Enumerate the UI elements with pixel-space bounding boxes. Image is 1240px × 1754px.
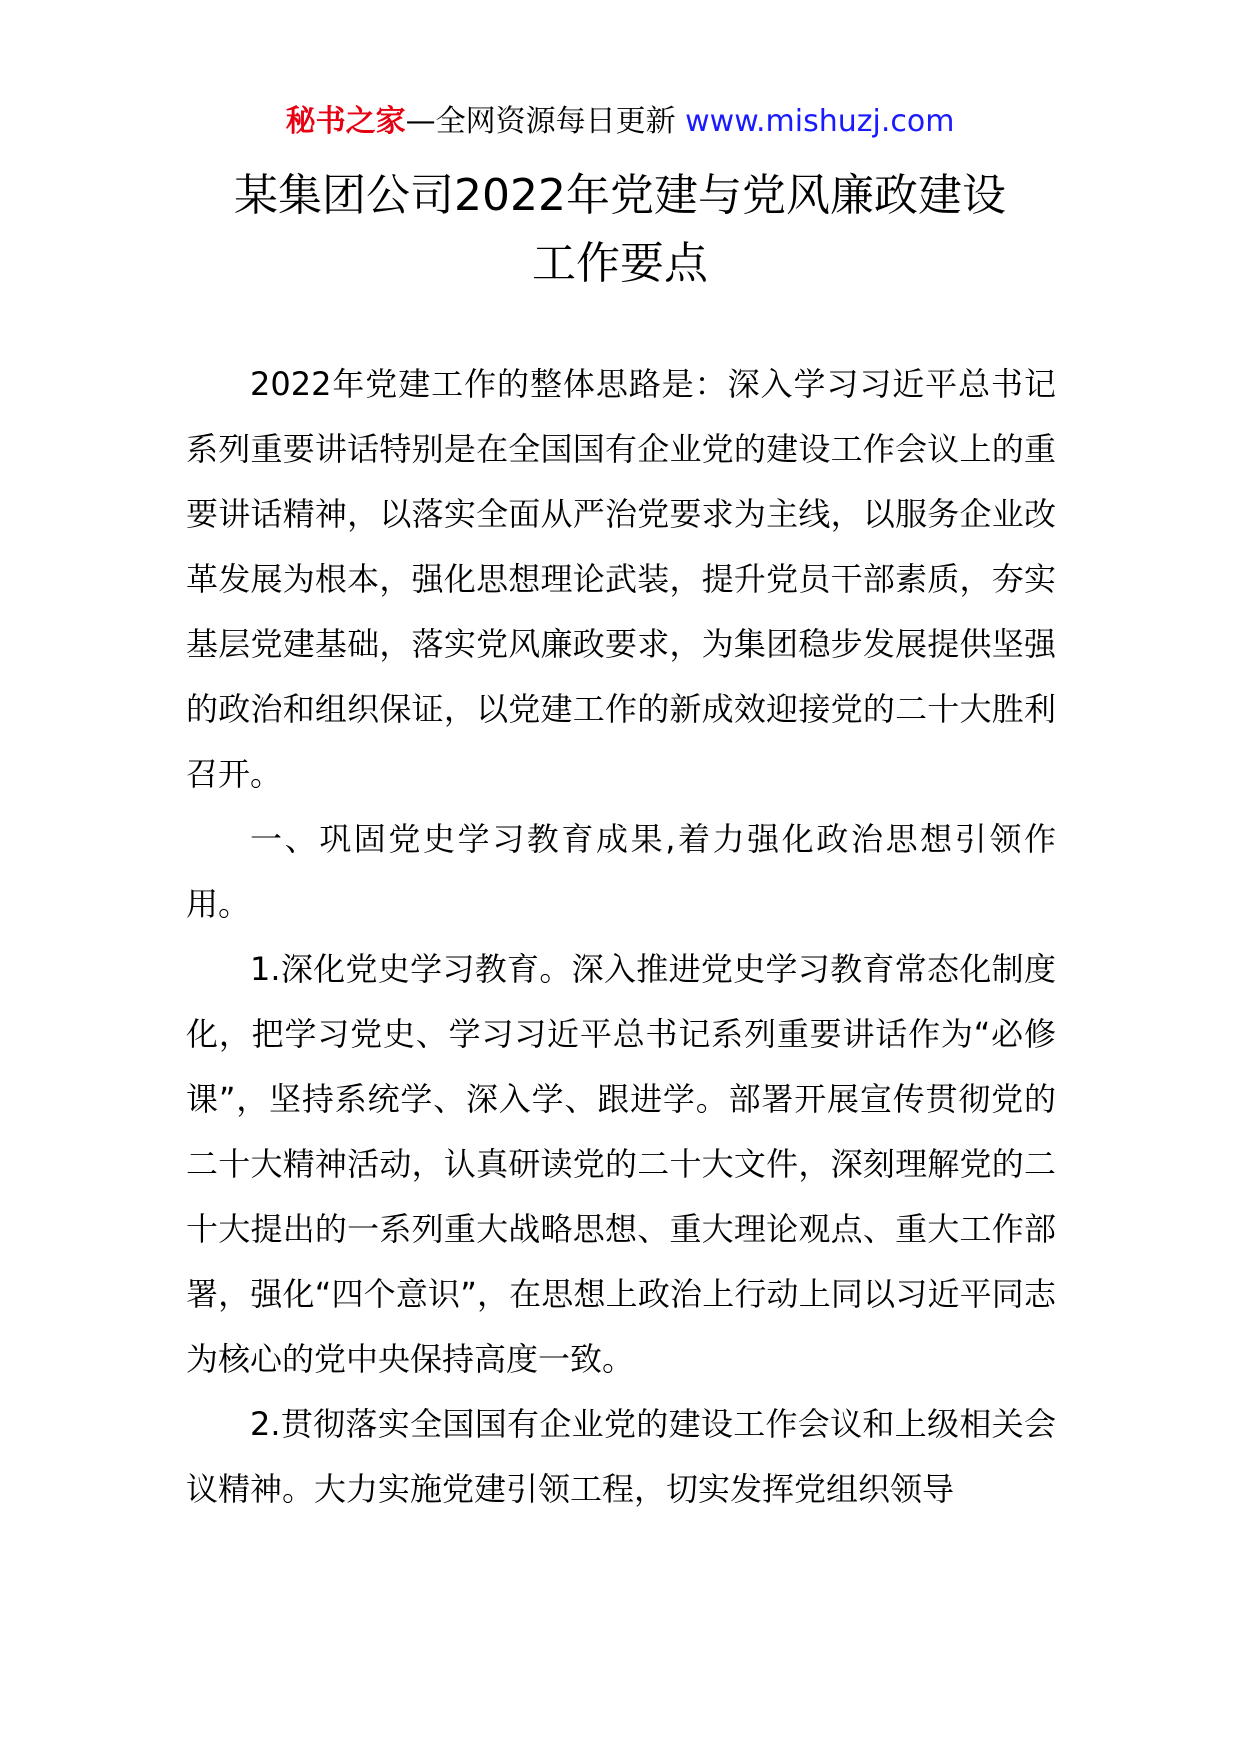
site-tagline: —全网资源每日更新 bbox=[405, 104, 676, 139]
paragraph-item-2: 2.贯彻落实全国国有企业党的建设工作会议和上级相关会议精神。大力实施党建引领工程，切实发挥党组织领导 bbox=[186, 1405, 1056, 1508]
paragraph-item-1: 1.深化党史学习教育。深入推进党史学习教育常态化制度化，把学习党史、学习习近平总书记系列重要讲话作为“必修课”，坚持系统学、深入学、跟进学。部署开展宣传贯彻党的二十大精神活动，认真研读党的二十大文件，深刻理解党的二十大提出的一系列重大战略思想、重大理论观点、重大工作部署，强化“四个意识”，在思想上政治上行动上同以习近平同志为核心的党中央保持高度一致。 bbox=[186, 950, 1056, 1378]
paragraph-intro: 2022年党建工作的整体思路是：深入学习习近平总书记系列重要讲话特别是在全国国有企业党的建设工作会议上的重要讲话精神，以落实全面从严治党要求为主线，以服务企业改革发展为根本，强化思想理论武装，提升党员干部素质，夯实基层党建基础，落实党风廉政要求，为集团稳步发展提供坚强的政治和组织保证，以党建工作的新成效迎接党的二十大胜利召开。 bbox=[186, 365, 1056, 793]
site-brand: 秘书之家 bbox=[285, 104, 406, 139]
site-url-link[interactable]: www.mishuzj.com bbox=[685, 104, 955, 139]
title-line-1: 某集团公司2022年党建与党风廉政建设 bbox=[234, 170, 1006, 221]
document-title bbox=[150, 162, 1090, 298]
document-body bbox=[186, 352, 1056, 1522]
section-heading-1: 一、巩固党史学习教育成果,着力强化政治思想引领作用。 bbox=[186, 820, 1056, 923]
site-header bbox=[0, 100, 1240, 144]
title-line-2: 工作要点 bbox=[532, 238, 708, 289]
